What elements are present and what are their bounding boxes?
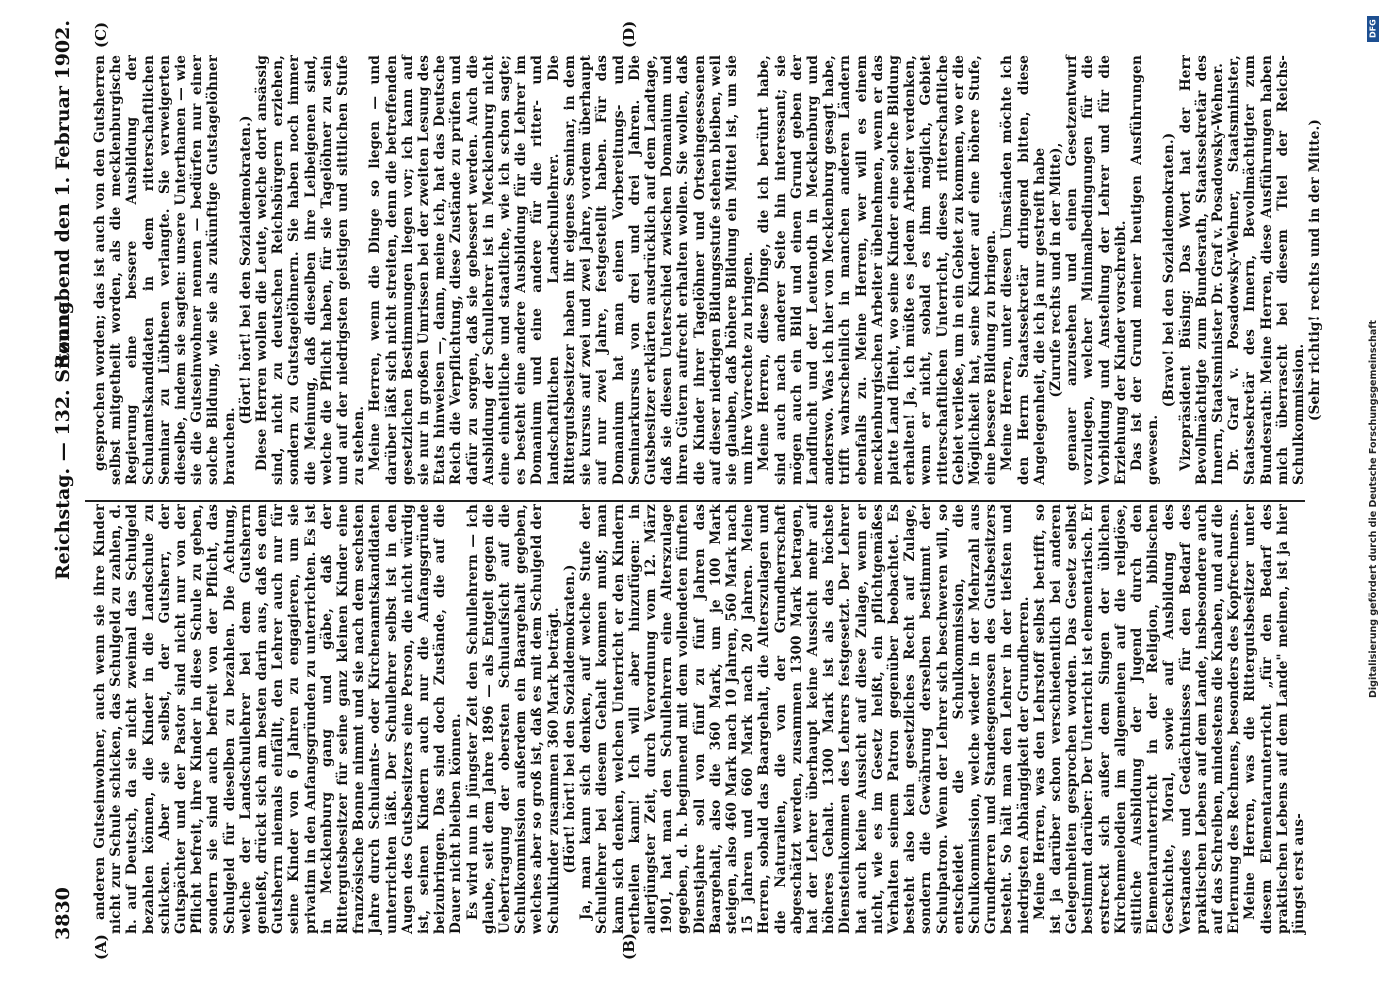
interjection: (Hört! hört! bei den Sozialdemokraten.) <box>561 564 578 874</box>
interjection: (Zurufe rechts und in der Mitte), <box>1047 142 1064 398</box>
paragraph: Vizepräsident Büsing: Das Wort hat der Herr Bevollmächtigte zum Bundesrath, Staatssekretär des Innern, Staatsminister Dr. Graf v. Posadowsky-Wehner. <box>1177 55 1227 485</box>
paragraph: Es wird nun in jüngster Zeit den Schullehrern — ich glaube, seit dem Jahre 1896 — als Entgelt gegen die Uebertragung der obersten Schulaufsicht auf die Schulkommission außerdem ein Baargehalt gegeben, welches aber so groß ist, daß es mit dem Schulgeld der Schulkinder zusammen 360 Mark beträgt. <box>464 504 562 934</box>
paragraph: Dr. Graf v. Posadowsky-Wehner, Staatsminister, Staatssekretär des Innern, Bevollmächtigter zum Bundesrath: Meine Herren, diese Ausführungen haben mich überrascht bei diesem Titel der Reichs-Schulkommission. <box>1226 55 1308 485</box>
interjection: (Bravo! bei den Sozialdemokraten.) <box>1161 132 1178 408</box>
dfg-logo-icon: DFG <box>1367 16 1379 42</box>
digitization-credit <box>1365 10 1379 990</box>
paragraph: Meine Herren, diese Dinge, die ich berührt habe, sind auch nach anderer Seite hin interessant; sie mögen auch ein Bild und einen Grund geben der Landflucht und der Leutenoth in Mecklenburg und anderswo. Was ich hier von Mecklenburg gesagt habe, trifft wahrscheinlich in manchen anderen Ländern ebenfalls zu. Meine Herren, wer will es einem mecklenburgischen Arbeiter übelnehmen, wenn er das platte Land flieht, wo seine Kinder eine solche Bildung erhalten! Ja, ich müßte es jedem Arbeiter verdenken, wenn er nicht, sobald es ihm möglich, Gebiet ritterschaftlichen Unterricht, dieses ritterschaftliche Gebiet verließe, um in ein Gebiet zu kommen, wo er die Möglichkeit hat, seine Kinder auf eine höhere Stufe, eine bessere Bildung zu bringen. <box>756 55 1000 485</box>
paragraph: gesprochen worden; das ist auch von den Gutsherren selbst mitgetheilt worden, als die mecklenburgische Regierung eine bessere Ausbildung der Schulamtskandidaten in dem ritterschaftlichen Seminar zu Lübtheen verlangte. Sie verweigerten dieselbe, indem sie sagten: unsere Unterthanen — wie sie die Gutseinwohner nennen — bedürfen nur einer solche Bildung, wie sie als zukünftige Gutstagelöhner brauchen. <box>92 55 238 485</box>
left-column <box>92 504 1307 934</box>
margin-marker-a: (A) <box>92 934 110 960</box>
column-divider <box>85 500 1305 502</box>
paragraph: Meine Herren, was den Lehrstoff selbst betrifft, so ist ja darüber schon verschiedentlich bei anderen Gelegenheiten gesprochen worden. Das Gesetz selbst bestimmt darüber: Der Unterricht ist elementarisch. Er erstreckt sich außer dem Singen der üblichen Kirchenmelodien im allgemeinen auf die religiöse, sittliche Ausbildung der Jugend durch den Elementarunterricht in der Religion, biblischen Geschichte, Moral, sowie auf Ausbildung des Verstandes und Gedächtnisses für den Bedarf des praktischen Lebens auf dem Lande, insbesondere auch auf das Schreiben, mindestens die Knaben, und auf die Erlernung des Rechnens, besonders des Kopfrechnens. <box>1031 504 1243 934</box>
interjection: (Hört! hört! bei den Sozialdemokraten.) <box>237 115 254 425</box>
credit-text: Digitalisierung gefördert durch die Deutsche Forschungsgemeinschaft <box>1368 320 1379 698</box>
margin-marker-d: (D) <box>620 20 638 48</box>
paragraph: Meine Herren, unter diesen Umständen möchte ich den Herrn Staatssekretär dringend bitten, diese Angelegenheit, die ich ja nur gestreift habe <box>999 55 1048 485</box>
page-number: 3830 <box>52 887 74 940</box>
right-column <box>92 55 1324 485</box>
paragraph: Meine Herren, was die Rittergutsbesitzer unter diesem Elementarunterricht „für den Bedarf des praktischen Lebens auf dem Lande" meinen, ist ja hier jüngst erst aus- <box>1242 504 1308 934</box>
margin-marker-b: (B) <box>620 933 638 960</box>
margin-marker-c: (C) <box>92 21 110 48</box>
paragraph: genauer anzusehen und einen Gesetzentwurf vorzulegen, welcher Minimalbedingungen für die Vorbildung und Anstellung der Lehrer und für die Erziehung der Kinder vorschreibt. <box>1064 55 1129 485</box>
interjection: (Sehr richtig! rechts und in der Mitte.) <box>1307 119 1324 421</box>
page-header <box>52 20 82 940</box>
paragraph: Das ist der Grund meiner heutigen Ausführungen gewesen. <box>1129 55 1162 485</box>
session-title: Reichstag. — 132. Sitzung. <box>52 294 74 580</box>
paragraph: Diese Herren wollen die Leute, welche dort ansässig sind, nicht zu deutschen Reichsbürgern erziehen, sondern zu Gutstagelöhnern. Sie haben noch immer die Meinung, daß dieselben ihre Leibeigenen sind, welche die Pflicht haben, für sie Tagelöhner zu sein und auf der niedrigsten geistigen und sittlichen Stufe zu stehen. <box>254 55 368 485</box>
paragraph: Ja, man kann sich denken, auf welche Stufe der Schullehrer bei diesem Gehalt kommen muß; man kann sich denken, welchen Unterricht er den Kindern ertheilen kann! Ich will aber hinzufügen: in allerjüngster Zeit, durch Verordnung vom 12. März 1901, hat man den Schullehrern eine Alterszulage gegeben, d. h. beginnend mit dem vollendeten fünften Dienstjahre soll von fünf zu fünf Jahren das Baargehalt, also die 360 Mark, um je 100 Mark steigen, also 460 Mark nach 10 Jahren, 560 Mark nach 15 Jahren und 660 Mark nach 20 Jahren. Meine Herren, sobald das Baargehalt, die Alterszulagen und die Naturalien, die von der Grundherrschaft abgeschätzt werden, zusammen 1300 Mark betragen, hat der Lehrer überhaupt keine Aussicht mehr auf höheres Gehalt. 1300 Mark ist als das höchste Diensteinkommen des Lehrers festgesetzt. Der Lehrer hat auch keine Aussicht auf diese Zulage, wenn er nicht, wie es im Gesetz heißt, ein pflichtgemäßes Verhalten seinem Patron gegenüber beobachtet. Es besteht also kein gesetzliches Recht auf Zulage, sondern die Gewährung derselben bestimmt der Schulpatron. Wenn der Lehrer sich beschweren will, so entscheidet die Schulkommission, die Schulkommission, welche wieder in der Mehrzahl aus Grundherren und Standesgenossen des Gutsbesitzers besteht. So hält man den Lehrer in der tiefsten und niedrigsten Abhängigkeit der Grundherren. <box>578 504 1032 934</box>
session-date: Sonnabend den 1. Februar 1902. <box>52 20 74 368</box>
paragraph: Meine Herren, wenn die Dinge so liegen — und darüber läßt sich nicht streiten, denn die betreffenden gesetzlichen Bestimmungen liegen vor; ich kann auf sie nur in großen Umrissen bei der zweiten Lesung des Etats hinweisen —, dann, meine ich, hat das Deutsche Reich die Verpflichtung, diese Zustände zu prüfen und dafür zu sorgen, daß sie gebessert werden. Auch die Ausbildung der Schullehrer ist in Mecklenburg nicht eine einheitliche und staatliche, wie ich schon sagte; es besteht eine andere Ausbildung für die Lehrer im Domanium und eine andere für die ritter- und landschaftlichen Landschullehrer. Die Rittergutsbesitzer haben ihr eigenes Seminar, in dem sie kursus auf zwei und zwei Jahre, vordem überhaupt auf nur zwei Jahre, festgestellt haben. Für das Domanium hat man einen Vorbereitungs- und Seminarkursus von drei und drei Jahren. Die Gutsbesitzer erklärten ausdrücklich auf dem Landtage, daß sie diesen Unterschied zwischen Domanium und ihren Gütern aufrecht erhalten wollen. Sie wollen, daß die Kinder ihrer Tagelöhner und Ortseingesessenen auf dieser niedrigen Bildungsstufe stehen bleiben, weil sie glauben, daß höhere Bildung ein Mittel ist, um sie um ihre Vorrechte zu bringen. <box>367 55 757 485</box>
paragraph: anderen Gutseinwohner, auch wenn sie ihre Kinder nicht zur Schule schicken, das Schulgeld zu zahlen, d. h. auf Deutsch, da sie nicht zweimal das Schulgeld bezahlen können, die Kinder in die Landschule zu schicken. Aber sie selbst, der Gutsherr, der Gutspächter und der Pastor sind nicht nur von der Pflicht befreit, ihre Kinder in diese Schule zu geben, sondern sie sind auch befreit von der Pflicht, das Schulgeld für dieselben zu bezahlen. Die Achtung, welche der Landschullehrer bei dem Gutsherrn genießt, drückt sich am besten darin aus, daß es dem Gutsherrn niemals einfällt, den Lehrer auch nur für seine Kinder von 6 Jahren zu engagieren, um sie privatim in den Anfangsgründen zu unterrichten. Es ist in Mecklenburg gang und gäbe, daß der Rittergutsbesitzer für seine ganz kleinen Kinder eine französische Bonne nimmt und sie nach dem sechsten Jahre durch Schulamts- oder Kirchenamtskandidaten unterrichten läßt. Der Schullehrer selbst ist in den Augen des Gutsbesitzers eine Person, die nicht würdig ist, seinen Kindern auch nur die Anfangsgründe beizubringen. Das sind doch Zustände, die auf die Dauer nicht bleiben können. <box>92 504 465 934</box>
